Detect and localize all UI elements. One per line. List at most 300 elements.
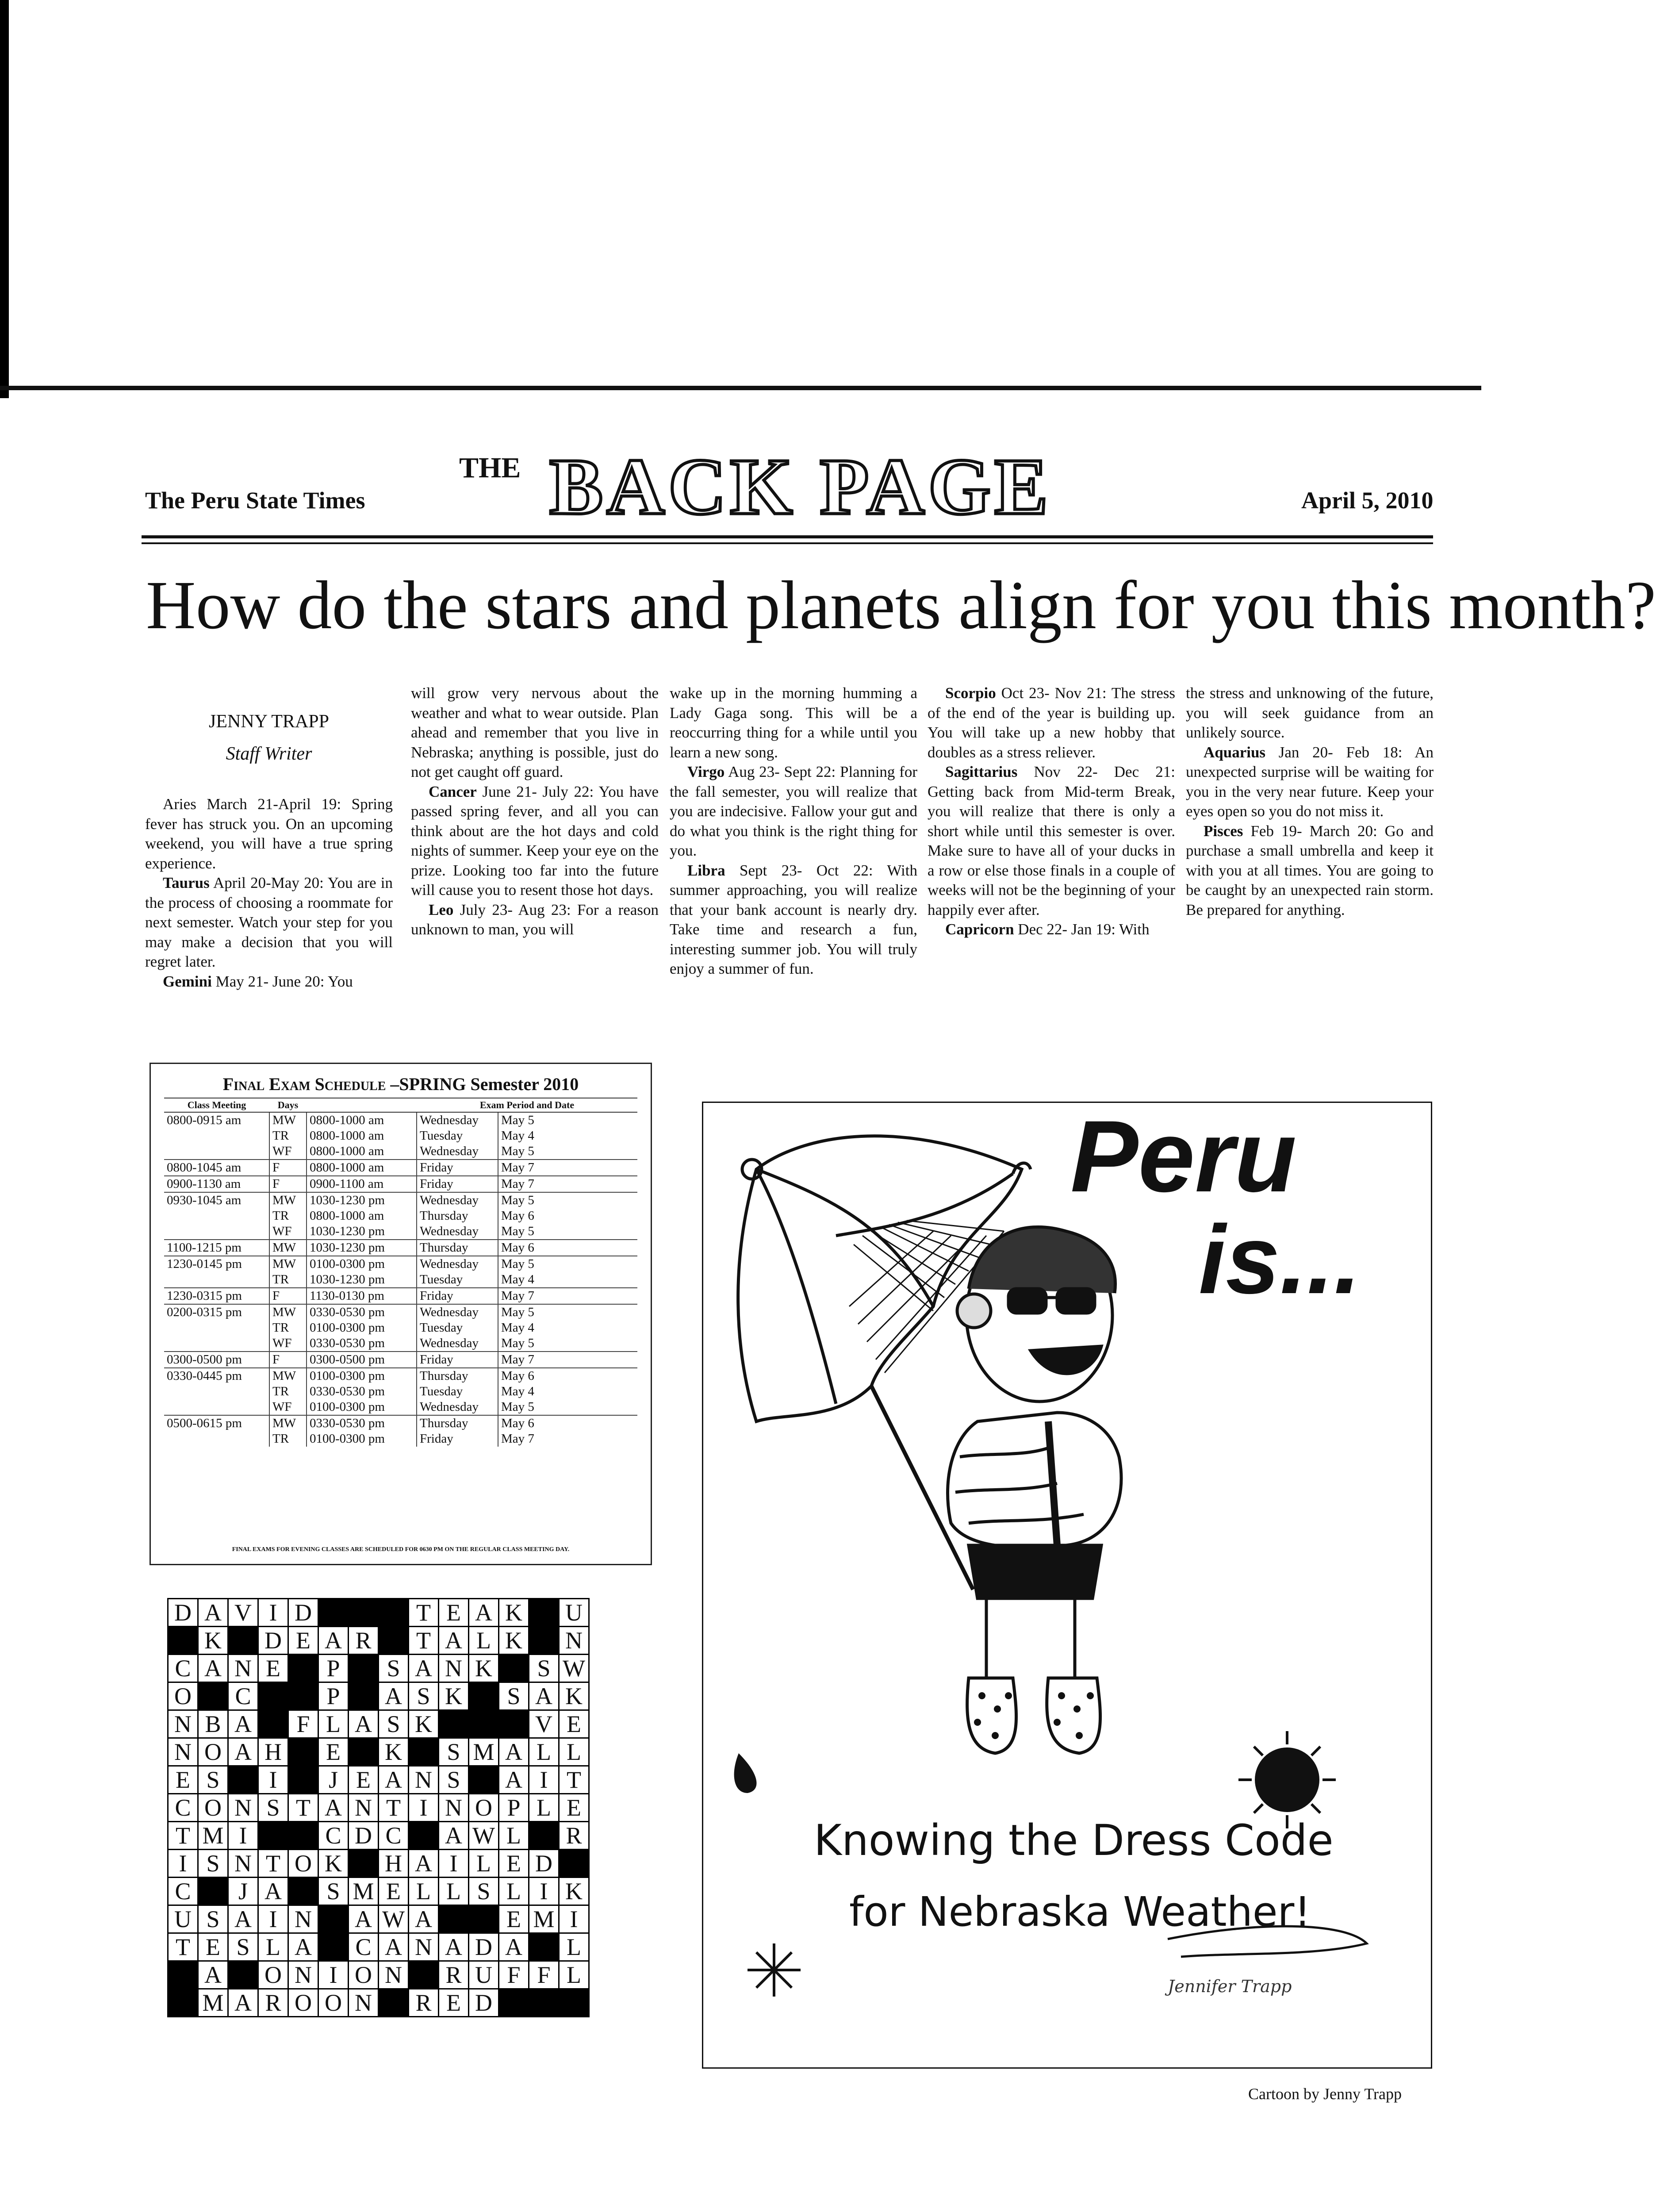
- crossword-cell: B: [198, 1710, 228, 1738]
- exam-weekday: Thursday: [417, 1415, 498, 1431]
- crossword-row: [168, 1850, 589, 1878]
- exam-title-part: Final Exam Schedule: [222, 1074, 386, 1094]
- crossword-cell: S: [228, 1933, 258, 1961]
- sign-name: Sagittarius: [945, 763, 1018, 780]
- crossword-cell: D: [469, 1989, 499, 2017]
- crossword-cell: N: [168, 1738, 198, 1766]
- crossword-cell: R: [559, 1822, 589, 1850]
- crossword-black-cell: [469, 1766, 499, 1794]
- crossword-cell: D: [288, 1599, 318, 1627]
- horoscope-text: Nov 22- Dec 21: Getting back from Mid-term Break, you will realize that there is only a short while until this semester is over. Make sure to have all of your ducks in a row or else those finals in a couple of weeks will not be the beginning of your happily ever after.: [928, 763, 1175, 918]
- crossword-cell: F: [288, 1710, 318, 1738]
- crossword-cell: N: [228, 1655, 258, 1682]
- crossword-cell: N: [288, 1905, 318, 1933]
- crossword-cell: A: [198, 1599, 228, 1627]
- sign-name: Scorpio: [945, 684, 996, 702]
- crossword-cell: W: [469, 1822, 499, 1850]
- crossword-black-cell: [499, 1655, 529, 1682]
- exam-date: May 6: [498, 1368, 637, 1384]
- crossword-row: [168, 1710, 589, 1738]
- exam-weekday: Wednesday: [417, 1112, 498, 1128]
- exam-row: [164, 1240, 637, 1256]
- exam-class-meeting: 0330-0445 pm: [164, 1368, 269, 1384]
- crossword-black-cell: [288, 1822, 318, 1850]
- crossword-cell: M: [198, 1989, 228, 2017]
- sign-name: Gemini: [163, 972, 212, 990]
- exam-period: 0800-1000 am: [307, 1128, 417, 1144]
- exam-weekday: Wednesday: [417, 1224, 498, 1240]
- crossword-cell: O: [349, 1961, 379, 1989]
- crossword-black-cell: [288, 1738, 318, 1766]
- crossword-black-cell: [318, 1933, 349, 1961]
- crossword-cell: I: [318, 1961, 349, 1989]
- horoscope-text: July 23- Aug 23: For a reason unknown to man, you will: [411, 901, 659, 938]
- exam-period: 0100-0300 pm: [307, 1399, 417, 1415]
- crossword-cell: E: [349, 1766, 379, 1794]
- horoscope-aquarius: [1186, 743, 1434, 822]
- exam-date: May 4: [501, 1129, 534, 1143]
- crossword-cell: A: [439, 1627, 469, 1655]
- crossword-cell: A: [228, 1738, 258, 1766]
- crossword-black-cell: [349, 1850, 379, 1878]
- crossword-cell: D: [469, 1933, 499, 1961]
- exam-period: 1030-1230 pm: [307, 1192, 417, 1208]
- crossword-cell: E: [258, 1655, 288, 1682]
- exam-days: WF: [269, 1336, 307, 1352]
- exam-row: [164, 1160, 637, 1176]
- crossword-cell: K: [499, 1627, 529, 1655]
- article-column-3: [670, 684, 917, 979]
- exam-class-meeting: [164, 1320, 269, 1336]
- crossword-cell: I: [529, 1878, 559, 1905]
- exam-class-meeting: [164, 1224, 269, 1240]
- crossword-cell: S: [198, 1850, 228, 1878]
- crossword-black-cell: [228, 1961, 258, 1989]
- exam-days: WF: [269, 1144, 307, 1160]
- crossword-cell: S: [379, 1710, 409, 1738]
- crossword-cell: S: [499, 1682, 529, 1710]
- crossword-cell: L: [499, 1822, 529, 1850]
- crossword-cell: S: [439, 1738, 469, 1766]
- exam-row: [164, 1415, 637, 1431]
- exam-days: TR: [269, 1128, 307, 1144]
- horoscope-text: Jan 20- Feb 18: An unexpected surprise will be waiting for you in the very near future. Keep your eyes open so you do not miss it.: [1186, 743, 1434, 820]
- cartoon-caption-line2: for Nebraska Weather!: [849, 1888, 1311, 1936]
- horoscope-cancer: [411, 782, 659, 900]
- cartoon-credit: Cartoon by Jenny Trapp: [1248, 2085, 1402, 2103]
- crossword-cell: N: [409, 1766, 439, 1794]
- header-class-meeting: Class Meeting: [164, 1098, 269, 1112]
- crossword-black-cell: [409, 1822, 439, 1850]
- exam-row: [164, 1304, 637, 1320]
- crossword-cell: J: [228, 1878, 258, 1905]
- crossword-cell: L: [318, 1710, 349, 1738]
- crossword-black-cell: [168, 1989, 198, 2017]
- exam-period: 0800-1000 am: [307, 1112, 417, 1128]
- crossword-cell: P: [318, 1655, 349, 1682]
- exam-row: [164, 1144, 637, 1160]
- horoscope-text: June 21- July 22: You have passed spring fever, and all you can think about are the hot days and cold nights of summer. Keep your eye on the prize. Looking too far into the future will cause you to resent those hot days.: [411, 783, 659, 899]
- crossword-black-cell: [529, 1599, 559, 1627]
- exam-row: [164, 1431, 637, 1447]
- crossword-cell: L: [409, 1878, 439, 1905]
- exam-weekday: Friday: [417, 1431, 498, 1447]
- crossword-black-cell: [288, 1878, 318, 1905]
- exam-date: May 6: [498, 1240, 637, 1256]
- crossword-black-cell: [349, 1738, 379, 1766]
- exam-weekday: Friday: [417, 1352, 498, 1368]
- crossword-cell: R: [349, 1627, 379, 1655]
- sign-name: Cancer: [429, 783, 477, 800]
- exam-date: May 7: [498, 1288, 637, 1304]
- exam-schedule-title: [151, 1074, 651, 1094]
- exam-row: [164, 1320, 637, 1336]
- crossword-black-cell: [168, 1961, 198, 1989]
- crossword-black-cell: [288, 1655, 318, 1682]
- crossword-cell: A: [439, 1933, 469, 1961]
- crossword-cell: R: [409, 1989, 439, 2017]
- crossword-cell: E: [168, 1766, 198, 1794]
- exam-days: MW: [269, 1192, 307, 1208]
- crossword-cell: S: [198, 1905, 228, 1933]
- crossword-cell: A: [228, 1710, 258, 1738]
- crossword-cell: E: [559, 1794, 589, 1822]
- crossword-cell: K: [439, 1682, 469, 1710]
- crossword-cell: L: [439, 1878, 469, 1905]
- crossword-cell: F: [499, 1961, 529, 1989]
- exam-table-body: [164, 1112, 637, 1447]
- crossword-cell: A: [379, 1766, 409, 1794]
- crossword-black-cell: [258, 1710, 288, 1738]
- crossword-cell: A: [198, 1961, 228, 1989]
- crossword-cell: N: [228, 1850, 258, 1878]
- crossword-cell: C: [349, 1933, 379, 1961]
- exam-days: MW: [269, 1415, 307, 1431]
- exam-weekday: Tuesday: [417, 1272, 498, 1288]
- horoscope-text: Feb 19- March 20: Go and purchase a small umbrella and keep it with you at all times. You are going to be caught by an unexpected rain storm. Be prepared for anything.: [1186, 822, 1434, 918]
- crossword-cell: O: [288, 1850, 318, 1878]
- crossword-cell: K: [198, 1627, 228, 1655]
- crossword-black-cell: [499, 1989, 529, 2017]
- exam-period: 0330-0530 pm: [307, 1304, 417, 1320]
- crossword-black-cell: [529, 1822, 559, 1850]
- cartoon-panel: [702, 1099, 1432, 2069]
- horoscope-text: May 21- June 20: You: [215, 972, 353, 990]
- exam-class-meeting: 0500-0615 pm: [164, 1415, 269, 1431]
- crossword-cell: P: [318, 1682, 349, 1710]
- section-title: BACK PAGE: [549, 442, 1052, 531]
- exam-class-meeting: [164, 1431, 269, 1447]
- crossword-black-cell: [288, 1682, 318, 1710]
- crossword-black-cell: [318, 1599, 349, 1627]
- crossword-black-cell: [469, 1710, 499, 1738]
- exam-weekday: Thursday: [417, 1240, 498, 1256]
- exam-weekday: Friday: [417, 1176, 498, 1192]
- crossword-cell: A: [258, 1878, 288, 1905]
- exam-date: May 5: [498, 1192, 637, 1208]
- crossword-cell: K: [318, 1850, 349, 1878]
- crossword-cell: W: [559, 1655, 589, 1682]
- exam-days: F: [269, 1288, 307, 1304]
- exam-days: TR: [269, 1431, 307, 1447]
- crossword-cell: C: [228, 1682, 258, 1710]
- crossword-cell: A: [349, 1905, 379, 1933]
- crossword-cell: I: [439, 1850, 469, 1878]
- exam-date: May 4: [501, 1272, 534, 1286]
- exam-weekday: Wednesday: [417, 1336, 498, 1352]
- exam-weekday: Wednesday: [417, 1256, 498, 1272]
- crossword-cell: M: [349, 1878, 379, 1905]
- crossword-cell: I: [258, 1766, 288, 1794]
- exam-class-meeting: [164, 1384, 269, 1399]
- crossword-cell: S: [469, 1878, 499, 1905]
- crossword-cell: A: [228, 1905, 258, 1933]
- crossword-black-cell: [258, 1822, 288, 1850]
- exam-class-meeting: 0800-0915 am: [164, 1112, 269, 1128]
- exam-weekday: Wednesday: [417, 1304, 498, 1320]
- crossword-cell: N: [228, 1794, 258, 1822]
- crossword-cell: A: [228, 1989, 258, 2017]
- crossword-cell: I: [559, 1905, 589, 1933]
- crossword-cell: L: [469, 1850, 499, 1878]
- crossword-cell: A: [379, 1682, 409, 1710]
- crossword-cell: A: [499, 1933, 529, 1961]
- crossword-black-cell: [439, 1710, 469, 1738]
- exam-date: May 7: [501, 1432, 534, 1446]
- crossword-cell: A: [409, 1655, 439, 1682]
- sign-name: Taurus: [163, 874, 210, 891]
- cartoon-title-line2: is...: [1199, 1205, 1361, 1314]
- horoscope-taurus: [145, 873, 393, 972]
- crossword-cell: N: [168, 1710, 198, 1738]
- crossword-cell: R: [258, 1989, 288, 2017]
- crossword-grid: [167, 1598, 590, 2017]
- exam-days: MW: [269, 1112, 307, 1128]
- crossword-cell: S: [258, 1794, 288, 1822]
- exam-date: May 7: [498, 1352, 637, 1368]
- exam-class-meeting: [164, 1399, 269, 1415]
- crossword-cell: K: [559, 1682, 589, 1710]
- crossword-row: [168, 1961, 589, 1989]
- exam-period: 0900-1100 am: [307, 1176, 417, 1192]
- crossword-black-cell: [198, 1682, 228, 1710]
- crossword-cell: L: [529, 1738, 559, 1766]
- header-days: Days: [269, 1098, 307, 1112]
- exam-class-meeting: 1230-0315 pm: [164, 1288, 269, 1304]
- horoscope-gemini: [145, 972, 393, 992]
- crossword-row: [168, 1822, 589, 1850]
- crossword-cell: T: [409, 1599, 439, 1627]
- crossword-cell: S: [318, 1878, 349, 1905]
- crossword-row: [168, 1766, 589, 1794]
- article-column-5: [1186, 684, 1434, 920]
- crossword-cell: S: [409, 1682, 439, 1710]
- byline-role: Staff Writer: [226, 743, 312, 764]
- exam-title-part: –SPRING Semester 2010: [386, 1074, 579, 1094]
- exam-class-meeting: 0900-1130 am: [164, 1176, 269, 1192]
- crossword-cell: O: [288, 1989, 318, 2017]
- horoscope-libra: [670, 861, 917, 979]
- exam-date: May 5: [498, 1256, 637, 1272]
- horoscope-text: wake up in the morning humming a Lady Gaga song. This will be a reoccurring thing for a while until you learn a new song.: [670, 684, 917, 761]
- crossword-cell: U: [168, 1905, 198, 1933]
- crossword-cell: V: [228, 1599, 258, 1627]
- exam-date: May 5: [501, 1336, 534, 1350]
- crossword-cell: A: [318, 1627, 349, 1655]
- sign-name: Pisces: [1204, 822, 1243, 840]
- crossword-cell: A: [499, 1738, 529, 1766]
- exam-row: [164, 1272, 637, 1288]
- crossword-cell: D: [529, 1850, 559, 1878]
- crossword-cell: R: [439, 1961, 469, 1989]
- crossword-cell: O: [469, 1794, 499, 1822]
- exam-row: [164, 1112, 637, 1128]
- page-top-edge: [0, 386, 1481, 390]
- exam-weekday: Tuesday: [417, 1384, 498, 1399]
- crossword-cell: E: [439, 1989, 469, 2017]
- crossword-black-cell: [559, 1850, 589, 1878]
- exam-date: May 6: [498, 1415, 637, 1431]
- crossword-cell: A: [439, 1822, 469, 1850]
- exam-row: [164, 1352, 637, 1368]
- crossword-cell: C: [168, 1655, 198, 1682]
- horoscope-scorpio: [928, 684, 1175, 762]
- crossword-cell: K: [409, 1710, 439, 1738]
- crossword-cell: U: [559, 1599, 589, 1627]
- crossword-cell: L: [258, 1933, 288, 1961]
- crossword-cell: L: [559, 1933, 589, 1961]
- exam-weekday: Friday: [417, 1160, 498, 1176]
- crossword-cell: A: [529, 1682, 559, 1710]
- cartoon-drawing: [703, 1099, 1431, 2067]
- headline: How do the stars and planets align for you this month?: [146, 567, 1656, 643]
- exam-weekday: Wednesday: [417, 1144, 498, 1160]
- exam-row: [164, 1399, 637, 1415]
- crossword-cell: I: [168, 1850, 198, 1878]
- horoscope-text: Aug 23- Sept 22: Planning for the fall semester, you will realize that you are indecisive. Fallow your gut and do what you think is the right thing for you.: [670, 763, 917, 859]
- exam-footnote: FINAL EXAMS FOR EVENING CLASSES ARE SCHEDULED FOR 0630 PM ON THE REGULAR CLASS MEETING DAY.: [232, 1546, 570, 1553]
- crossword-cell: N: [349, 1989, 379, 2017]
- crossword-black-cell: [409, 1961, 439, 1989]
- crossword-black-cell: [499, 1710, 529, 1738]
- exam-weekday: Friday: [417, 1288, 498, 1304]
- exam-date: May 7: [498, 1160, 637, 1176]
- crossword-row: [168, 1738, 589, 1766]
- crossword-cell: A: [499, 1766, 529, 1794]
- masthead-rule-thin: [142, 542, 1433, 544]
- exam-row: [164, 1256, 637, 1272]
- crossword-black-cell: [228, 1627, 258, 1655]
- exam-class-meeting: [164, 1208, 269, 1224]
- exam-period: 1030-1230 pm: [307, 1224, 417, 1240]
- exam-row: [164, 1368, 637, 1384]
- horoscope-sagittarius: [928, 762, 1175, 920]
- horoscope-text: the stress and unknowing of the future, you will seek guidance from an unlikely source.: [1186, 684, 1434, 741]
- crossword-cell: A: [469, 1599, 499, 1627]
- crossword-row: [168, 1878, 589, 1905]
- exam-class-meeting: [164, 1272, 269, 1288]
- exam-period: 0800-1000 am: [307, 1160, 417, 1176]
- crossword-cell: L: [559, 1738, 589, 1766]
- crossword-cell: N: [439, 1655, 469, 1682]
- crossword-black-cell: [318, 1905, 349, 1933]
- exam-row: [164, 1336, 637, 1352]
- crossword-cell: O: [318, 1989, 349, 2017]
- crossword-cell: E: [559, 1710, 589, 1738]
- cartoon-title-line1: Peru: [1070, 1099, 1297, 1213]
- crossword-cell: P: [499, 1794, 529, 1822]
- crossword-cell: K: [499, 1599, 529, 1627]
- crossword-cell: T: [379, 1794, 409, 1822]
- exam-days: F: [269, 1352, 307, 1368]
- exam-days: WF: [269, 1224, 307, 1240]
- exam-period: 0330-0530 pm: [307, 1415, 417, 1431]
- exam-date: May 4: [501, 1321, 534, 1335]
- crossword-cell: A: [409, 1905, 439, 1933]
- crossword-black-cell: [559, 1989, 589, 2017]
- sun-icon: [1238, 1731, 1336, 1828]
- crossword-cell: I: [529, 1766, 559, 1794]
- cartoon-caption-line1: Knowing the Dress Code: [814, 1816, 1334, 1865]
- paper-name: The Peru State Times: [145, 487, 365, 514]
- crossword-black-cell: [469, 1682, 499, 1710]
- crossword-cell: I: [258, 1599, 288, 1627]
- crossword-cell: A: [198, 1655, 228, 1682]
- exam-weekday: Tuesday: [417, 1320, 498, 1336]
- exam-days: TR: [269, 1272, 307, 1288]
- crossword-black-cell: [349, 1655, 379, 1682]
- exam-period: 1030-1230 pm: [307, 1240, 417, 1256]
- exam-days: MW: [269, 1368, 307, 1384]
- exam-period: 0300-0500 pm: [307, 1352, 417, 1368]
- crossword-black-cell: [349, 1599, 379, 1627]
- exam-row: [164, 1224, 637, 1240]
- exam-weekday: Wednesday: [417, 1192, 498, 1208]
- crossword-black-cell: [439, 1905, 469, 1933]
- crossword-cell: K: [559, 1878, 589, 1905]
- crossword-cell: E: [318, 1738, 349, 1766]
- crossword-cell: M: [198, 1822, 228, 1850]
- exam-date: May 7: [498, 1176, 637, 1192]
- crossword-black-cell: [469, 1905, 499, 1933]
- cartoon-signature: Jennifer Trapp: [1168, 1977, 1292, 1996]
- exam-period: 0100-0300 pm: [307, 1368, 417, 1384]
- exam-table: [164, 1098, 637, 1447]
- exam-period: 0800-1000 am: [307, 1144, 417, 1160]
- sign-name: Aries: [163, 795, 196, 813]
- snowflake-icon: [748, 1943, 801, 1997]
- exam-date: May 6: [501, 1209, 534, 1223]
- crossword-row: [168, 1989, 589, 2017]
- exam-weekday: Tuesday: [417, 1128, 498, 1144]
- exam-date: May 5: [501, 1400, 534, 1414]
- exam-row: [164, 1128, 637, 1144]
- article-column-1: [145, 684, 393, 991]
- exam-weekday: Wednesday: [417, 1399, 498, 1415]
- crossword-cell: N: [379, 1961, 409, 1989]
- exam-period: 0100-0300 pm: [307, 1256, 417, 1272]
- crossword-cell: E: [439, 1599, 469, 1627]
- exam-period: 0100-0300 pm: [307, 1320, 417, 1336]
- crossword-cell: T: [168, 1822, 198, 1850]
- crossword-cell: F: [529, 1961, 559, 1989]
- crossword-black-cell: [258, 1682, 288, 1710]
- exam-days: MW: [269, 1240, 307, 1256]
- crossword-cell: A: [379, 1933, 409, 1961]
- exam-class-meeting: 0800-1045 am: [164, 1160, 269, 1176]
- horoscope-text: Dec 22- Jan 19: With: [1018, 921, 1150, 938]
- crossword-black-cell: [168, 1627, 198, 1655]
